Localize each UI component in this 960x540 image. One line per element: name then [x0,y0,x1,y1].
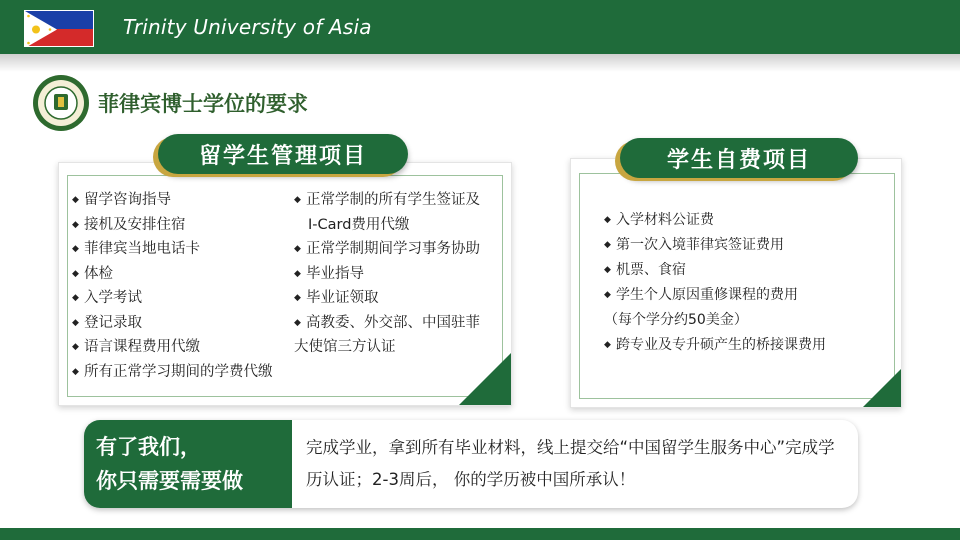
bullet-icon: ◆ [72,366,79,377]
bullet-icon: ◆ [294,244,301,254]
callout-text: 完成学业，拿到所有毕业材料，线上提交给“中国留学生服务中心”完成学历认证；2-3周后， 你的学历被中国所承认！ [306,438,835,489]
selfpay-title: 学生自费项目 [620,138,858,178]
bullet-icon: ◆ [294,317,301,328]
list-item: ◆ 接机及安排住宿 [72,213,273,238]
bullet-icon: ◆ [294,195,301,205]
list-item: ◆ 高教委、外交部、中国驻菲 [294,311,480,336]
bullet-icon: ◆ [604,215,611,225]
list-item: ◆ 毕业指导 [294,262,480,287]
management-list-col1 [72,188,273,384]
list-item: ◆ 跨专业及专升硕产生的桥接课费用 [604,333,826,358]
bullet-icon: ◆ [604,290,611,300]
card-corner-decoration [863,369,901,407]
header-shadow [0,54,960,72]
list-item: ◆ 第一次入境菲律宾签证费用 [604,233,826,258]
bullet-icon: ◆ [294,293,301,303]
callout-label [84,420,292,508]
list-item: ◆ 登记录取 [72,311,273,336]
list-item: ◆ 毕业证领取 [294,286,480,311]
list-item: ◆ 学生个人原因重修课程的费用 [604,283,826,308]
philippines-flag-icon [24,10,94,47]
footer-bar [0,528,960,540]
bullet-icon: ◆ [604,265,611,275]
bullet-icon: ◆ [604,240,611,250]
bullet-icon: ◆ [72,317,79,328]
list-item: ◆ 菲律宾当地电话卡 [72,237,273,262]
list-item: ◆ 所有正常学习期间的学费代缴 [72,360,273,385]
list-item: ◆ 机票、食宿 [604,258,826,283]
list-item: ◆ 入学考试 [72,286,273,311]
bullet-icon: ◆ [604,340,611,350]
bullet-icon: ◆ [72,219,79,230]
list-item: ◆ 正常学制期间学习事务协助 [294,237,480,262]
management-list-col2 [294,188,480,360]
list-item: ◆ 语言课程费用代缴 [72,335,273,360]
university-seal-icon [32,74,90,132]
bullet-icon: ◆ [72,195,79,205]
list-item: ◆ 正常学制的所有学生签证及 [294,188,480,213]
list-item-continuation: 大使馆三方认证 [294,339,396,355]
list-item-continuation: I-Card费用代缴 [308,216,410,233]
list-item: ◆ 体检 [72,262,273,287]
university-name: Trinity University of Asia [123,15,372,39]
card-corner-decoration [459,353,511,405]
list-item: ◆ 留学咨询指导 [72,188,273,213]
bullet-icon: ◆ [72,342,79,352]
callout-label-line2: 你只需要需要做 [96,469,243,493]
bullet-icon: ◆ [294,268,301,279]
bullet-icon: ◆ [72,293,79,303]
page-title: 菲律宾博士学位的要求 [98,92,308,116]
management-title: 留学生管理项目 [158,134,408,174]
list-item-continuation: （每个学分约50美金） [604,312,748,328]
callout-label-line1: 有了我们， [96,435,201,459]
bullet-icon: ◆ [72,268,79,279]
selfpay-list [604,208,826,358]
bullet-icon: ◆ [72,244,79,254]
list-item: ◆ 入学材料公证费 [604,208,826,233]
